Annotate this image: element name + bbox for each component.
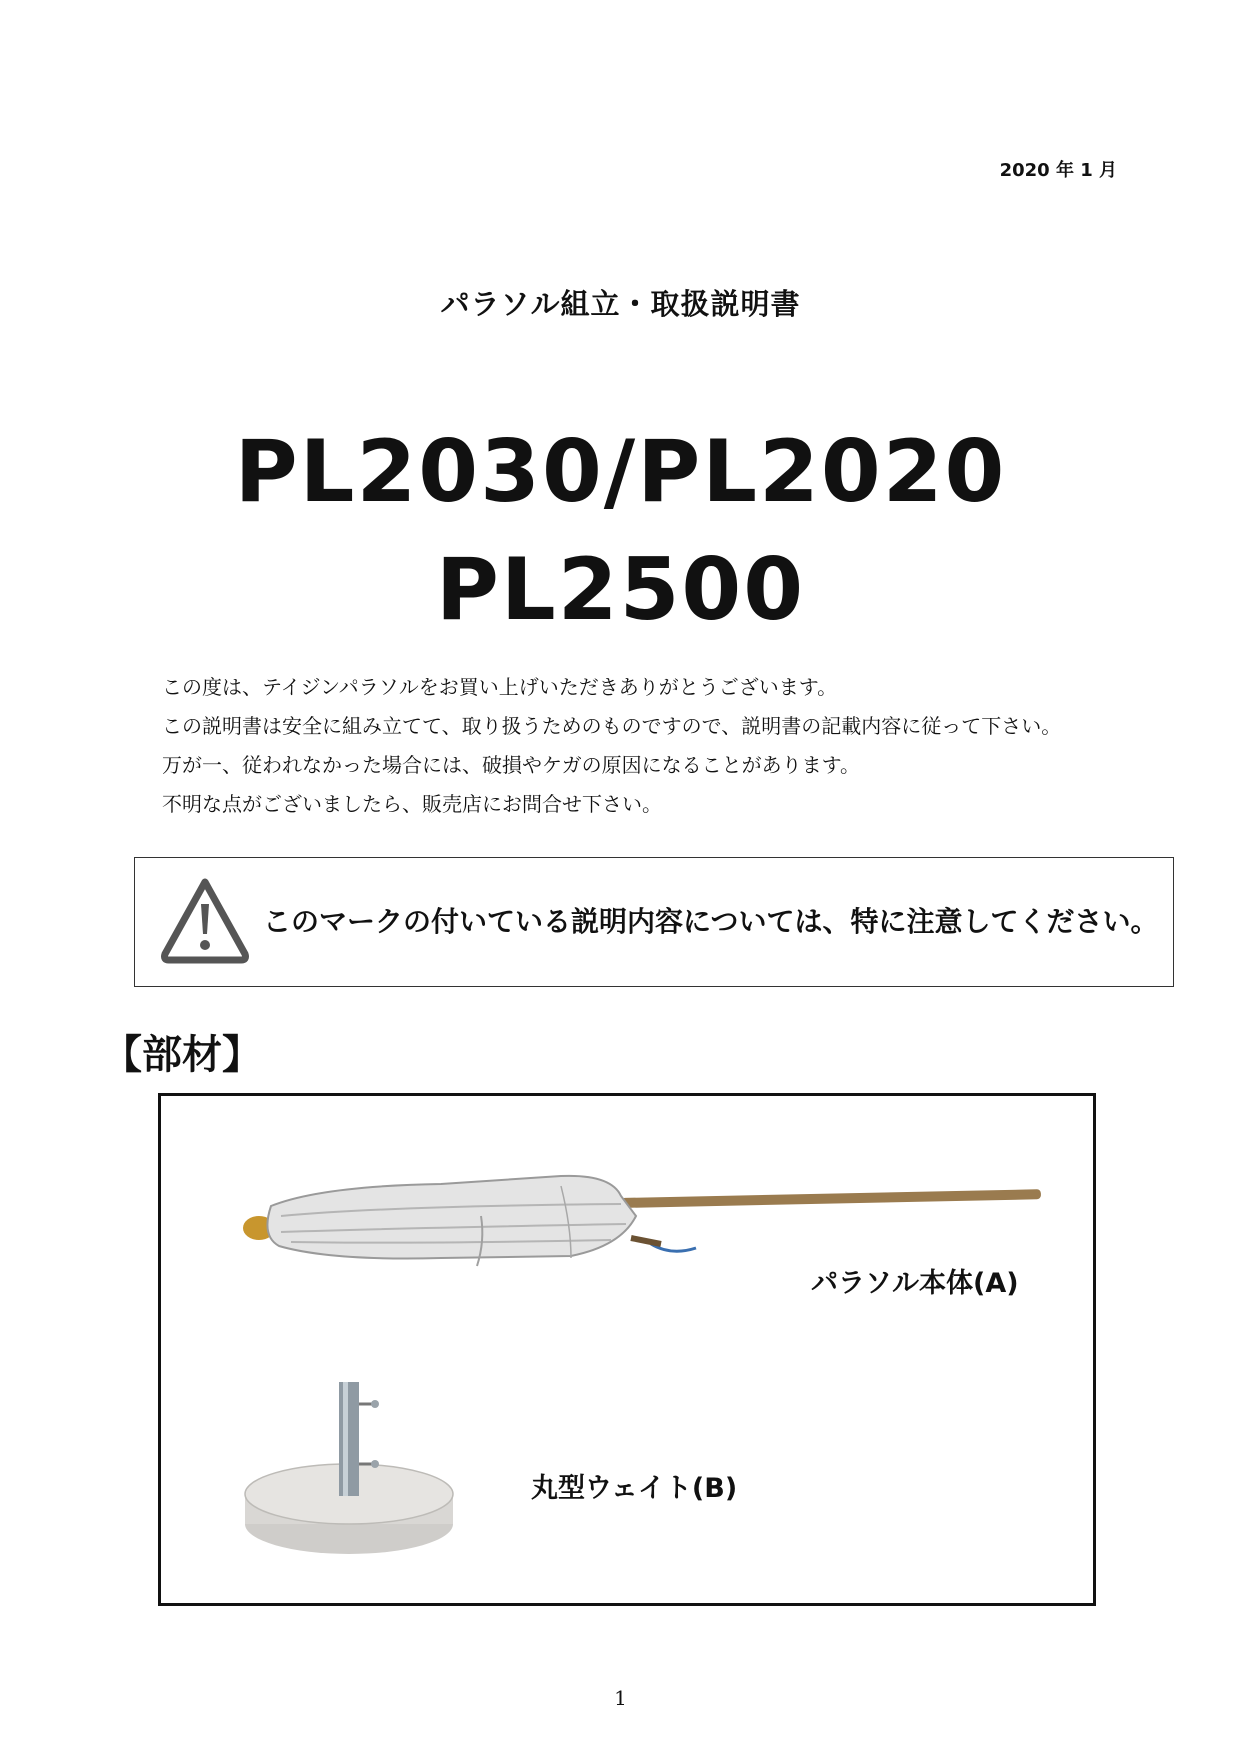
model-title-line-1: PL2030/PL2020 <box>234 422 1007 522</box>
intro-text <box>162 668 1162 824</box>
parasol-body-label: パラソル本体(A) <box>811 1268 1019 1299</box>
intro-line: この度は、テイジンパラソルをお買い上げいただきありがとうございます。 <box>162 675 838 699</box>
round-weight-photo <box>239 1376 459 1576</box>
warning-triangle-icon <box>157 874 253 966</box>
intro-line: 万が一、従われなかった場合には、破損やケガの原因になることがあります。 <box>162 753 860 777</box>
parts-heading: 【部材】 <box>102 1032 262 1078</box>
intro-line: 不明な点がございましたら、販売店にお問合せ下さい。 <box>162 792 662 816</box>
caution-notice-box <box>134 857 1174 987</box>
document-subtitle: パラソル組立・取扱説明書 <box>440 287 801 321</box>
page-number: 1 <box>614 1686 627 1710</box>
caution-notice-text: このマークの付いている説明内容については、特に注意してください。 <box>263 905 1159 938</box>
document-date: 2020 年 1 月 <box>999 160 1117 181</box>
parts-figure <box>158 1093 1096 1606</box>
model-title-line-2: PL2500 <box>435 540 806 640</box>
intro-line: この説明書は安全に組み立てて、取り扱うためのものですので、説明書の記載内容に従って下さい。 <box>162 714 1062 738</box>
round-weight-label: 丸型ウェイト(B) <box>531 1473 738 1504</box>
